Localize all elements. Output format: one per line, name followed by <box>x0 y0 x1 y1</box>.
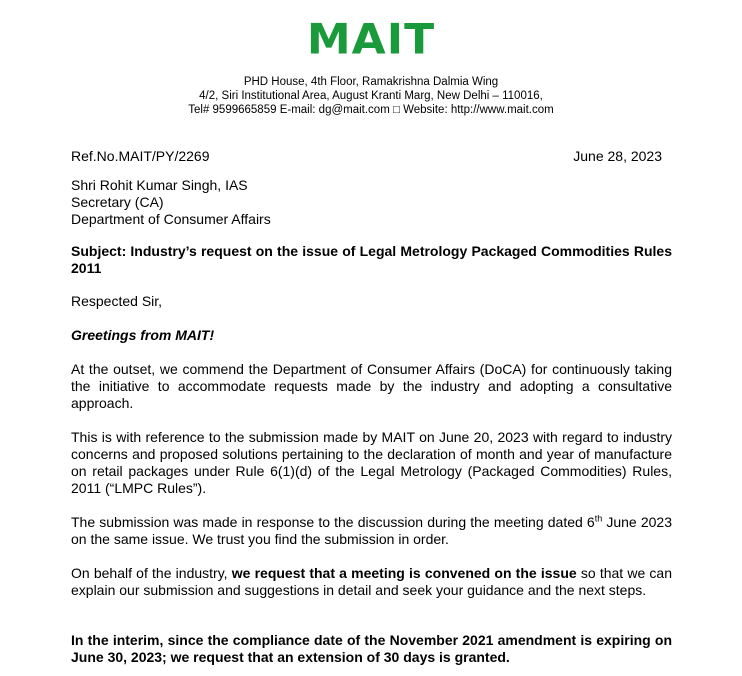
greeting: Greetings from MAIT! <box>71 327 215 343</box>
paragraph-4 <box>71 565 672 599</box>
paragraph-1: At the outset, we commend the Department of Consumer Affairs (DoCA) for continuously taking the initiative to accommodate requests made by the industry and adopting a consultative approach. <box>71 361 672 411</box>
paragraph-2: This is with reference to the submission made by MAIT on June 20, 2023 with regard to industry concerns and proposed solutions pertaining to the declaration of month and year of manufacture on retail packages under Rule 6(1)(d) of the Legal Metrology (Packaged Commodities) Rules, 2011 (“LMPC Rules”). <box>71 429 672 496</box>
mait-logo: MAIT <box>306 15 436 64</box>
addressee-department: Department of Consumer Affairs <box>71 211 271 227</box>
reference-number: Ref.No.MAIT/PY/2269 <box>71 148 210 164</box>
letter-date: June 28, 2023 <box>573 148 662 164</box>
paragraph-4-text-a: On behalf of the industry, <box>71 565 232 581</box>
contact-line: Tel# 9599665859 E-mail: dg@mait.com □ Website: http://www.mait.com <box>188 104 554 116</box>
paragraph-3-text-a: The submission was made in response to the discussion during the meeting dated 6 <box>71 514 595 530</box>
addressee-designation: Secretary (CA) <box>71 194 164 210</box>
paragraph-3-text-b: June 2023 on the same issue. We trust you find the submission in order. <box>71 514 672 547</box>
subject-line: Subject: Industry’s request on the issue of Legal Metrology Packaged Commodities Rules 2011 <box>71 243 672 276</box>
meeting-request-emphasis: we request that a meeting is convened on the issue <box>231 565 577 581</box>
address-line-1: PHD House, 4th Floor, Ramakrishna Dalmia Wing <box>243 76 499 88</box>
ordinal-suffix: th <box>594 513 603 524</box>
addressee-block <box>71 177 271 228</box>
paragraph-4-text-b: so that we can explain our submission and suggestions in detail and seek your guidance and the next steps. <box>71 565 673 598</box>
addressee-name: Shri Rohit Kumar Singh, IAS <box>71 177 248 193</box>
salutation: Respected Sir, <box>71 293 163 309</box>
address-line-2: 4/2, Siri Institutional Area, August Kranti Marg, New Delhi – 110016, <box>199 90 543 102</box>
paragraph-3 <box>71 514 672 548</box>
paragraph-5: In the interim, since the compliance date of the November 2021 amendment is expiring on June 30, 2023; we request that an extension of 30 days is granted. <box>71 632 672 665</box>
